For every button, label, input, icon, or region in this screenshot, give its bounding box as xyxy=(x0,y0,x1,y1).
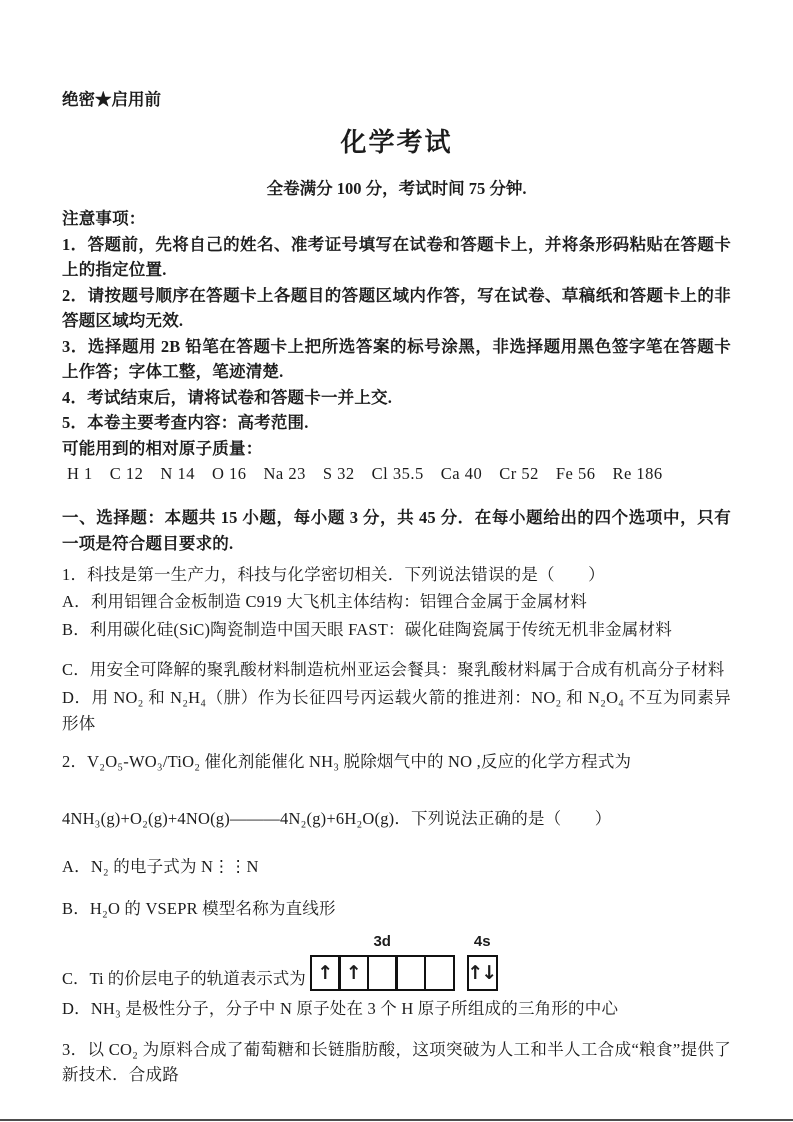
atomic-masses-values: H 1 C 12 N 14 O 16 Na 23 S 32 Cl 35.5 Ca 40 Cr 52 Fe 56 Re 186 xyxy=(67,464,663,483)
orbital-cell: ↑ xyxy=(338,955,369,991)
orbital-4s-label: 4s xyxy=(473,933,491,950)
orbital-cell xyxy=(367,955,398,991)
orbital-diagram xyxy=(310,933,498,991)
section-1-heading: 一、选择题：本题共 15 小题，每小题 3 分，共 45 分．在每小题给出的四个选项中，只有一项是符合题目要求的. xyxy=(62,508,731,553)
question-2-option-d: D．NH₃ 是极性分子，分子中 N 原子处在 3 个 H 原子所组成的三角形的中心 xyxy=(62,999,619,1018)
question-2-option-c-text: C．Ti 的价层电子的轨道表示式为 xyxy=(62,968,306,988)
orbital-3d-group xyxy=(310,933,455,991)
notice-item-5: 5．本卷主要考查内容：高考范围. xyxy=(62,413,309,432)
notice-item-4: 4．考试结束后，请将试卷和答题卡一并上交. xyxy=(62,387,393,407)
question-2-option-b: B．H₂O 的 VSEPR 模型名称为直线形 xyxy=(62,898,336,918)
question-1-option-d: D．用 NO₂ 和 N₂H₄（肼）作为长征四号丙运载火箭的推进剂：NO₂ 和 N₂O₄ 不互为同素异形体 xyxy=(62,688,731,733)
question-1-stem: 1．科技是第一生产力，科技与化学密切相关．下列说法错误的是（ ） xyxy=(62,565,605,584)
orbital-cell xyxy=(395,955,426,991)
question-1-option-b: B．利用碳化硅(SiC)陶瓷制造中国天眼 FAST：碳化硅陶瓷属于传统无机非金属材料 xyxy=(62,620,672,639)
orbital-cell xyxy=(424,955,455,991)
question-2-option-c xyxy=(62,933,731,991)
page-title: 化学考试 xyxy=(340,128,453,157)
page-bottom-rule xyxy=(0,1119,793,1121)
question-2-option-a: A．N₂ 的电子式为 N⋮⋮N xyxy=(62,857,259,876)
notice-item-3: 3．选择题用 2B 铅笔在答题卡上把所选答案的标号涂黑，非选择题用黑色签字笔在答题卡上作答；字体工整，笔迹清楚. xyxy=(62,336,731,381)
orbital-cell: ↑↓ xyxy=(467,955,498,991)
orbital-cell: ↑ xyxy=(310,955,341,991)
notice-item-1: 1．答题前，先将自己的姓名、准考证号填写在试卷和答题卡上，并将条形码粘贴在答题卡上的指定位置. xyxy=(62,234,731,279)
question-3-stem: 3．以 CO₂ 为原料合成了葡萄糖和长链脂肪酸，这项突破为人工和半人工合成“粮食”提供了新技术．合成路 xyxy=(62,1039,731,1084)
orbital-3d-label: 3d xyxy=(373,933,391,950)
notice-item-2: 2．请按题号顺序在答题卡上各题目的答题区域内作答，写在试卷、草稿纸和答题卡上的非答题区域均无效. xyxy=(62,285,731,330)
exam-subtitle: 全卷满分 100 分，考试时间 75 分钟. xyxy=(266,179,527,198)
atomic-masses-label: 可能用到的相对原子质量： xyxy=(62,438,263,458)
question-1-option-c: C．用安全可降解的聚乳酸材料制造杭州亚运会餐具：聚乳酸材料属于合成有机高分子材料 xyxy=(62,659,725,679)
question-2-equation: 4NH₃(g)+O₂(g)+4NO(g)———4N₂(g)+6H₂O(g)．下列说法正确的是（ ） xyxy=(62,808,612,828)
classification-label: 绝密★启用前 xyxy=(62,90,161,109)
orbital-4s-cells xyxy=(467,955,498,991)
question-2-stem: 2．V₂O₅-WO₃/TiO₂ 催化剂能催化 NH₃ 脱除烟气中的 NO ,反应的化学方程式为 xyxy=(62,752,632,771)
orbital-4s-group xyxy=(467,933,498,991)
question-1-option-a: A．利用铝锂合金板制造 C919 大飞机主体结构：铝锂合金属于金属材料 xyxy=(62,591,587,611)
notice-heading: 注意事项： xyxy=(62,209,146,228)
orbital-3d-cells xyxy=(310,955,455,991)
